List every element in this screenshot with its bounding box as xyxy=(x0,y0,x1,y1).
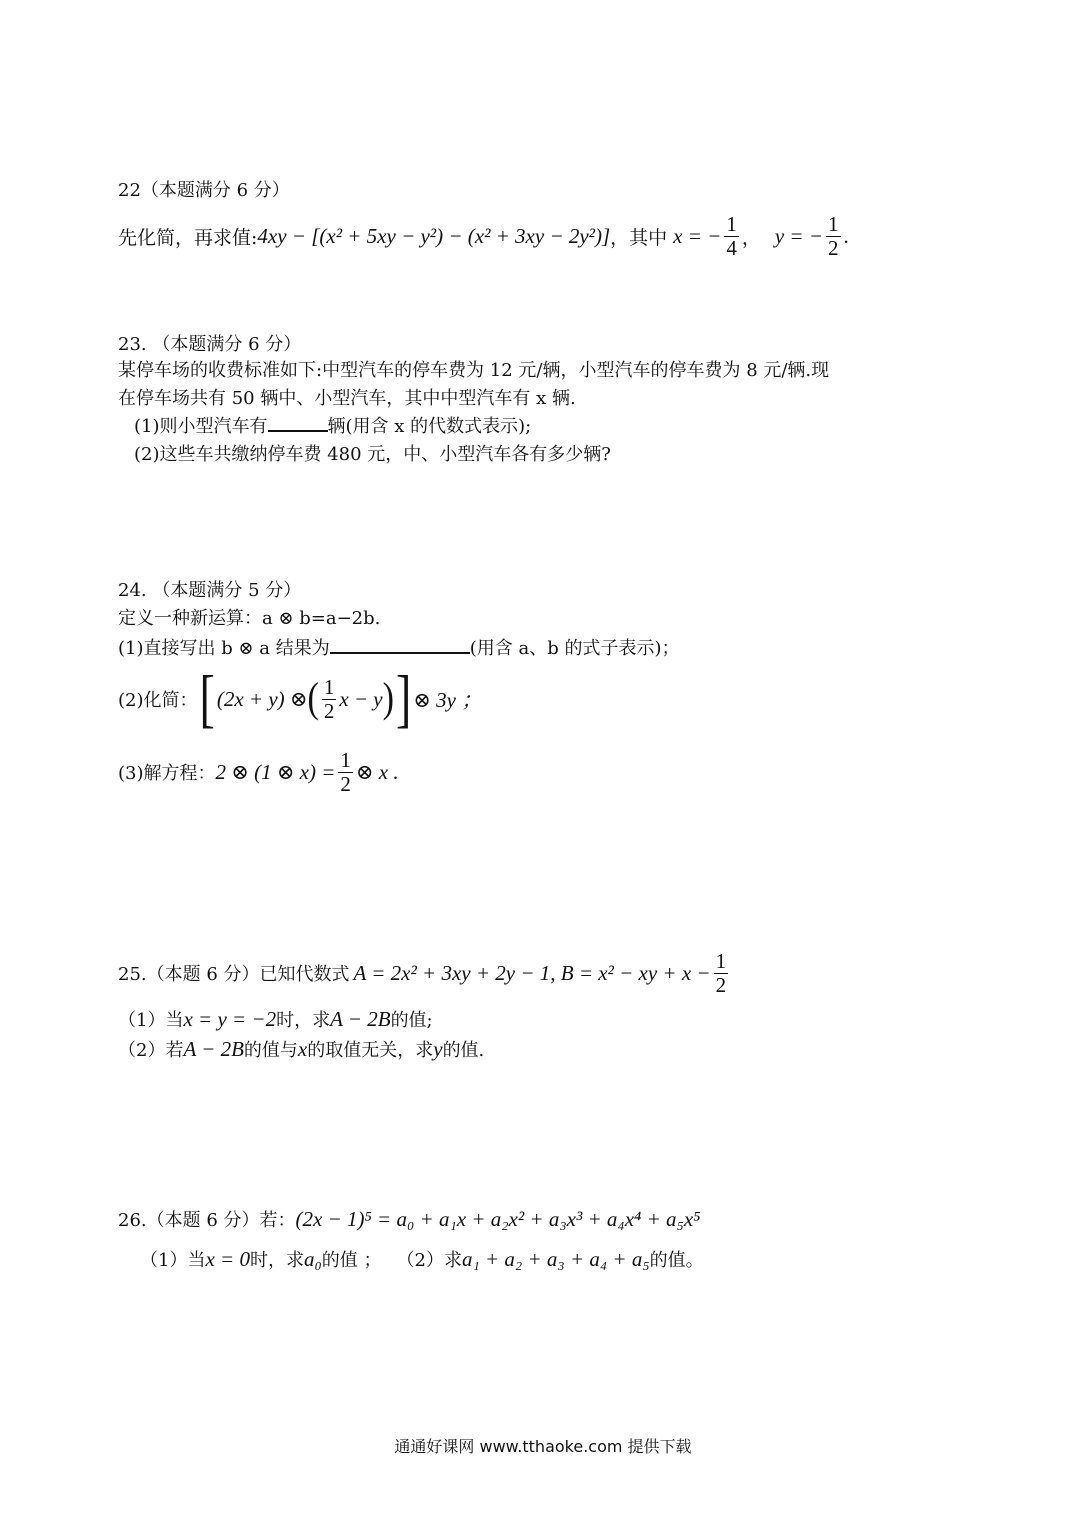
q22-y-fraction xyxy=(826,213,841,258)
q25-part1-math2: A − 2B xyxy=(330,1007,391,1031)
q26-part1-math2: a₀ xyxy=(303,1247,322,1271)
q24-definition: 定义一种新运算：a ⊗ b=a−2b. xyxy=(118,608,381,629)
q25-part1-mid: 时，求 xyxy=(276,1010,331,1031)
q24-part3-denominator: 2 xyxy=(340,771,351,796)
q26-part1-post: 的值 ； xyxy=(321,1250,382,1271)
q26-part1-mid: 时，求 xyxy=(249,1250,304,1271)
q24-part1-pre: (1)直接写出 b ⊗ a 结果为 xyxy=(118,638,330,659)
q22-y-numerator: 1 xyxy=(828,212,839,237)
q24-part3-label: (3)解方程： xyxy=(118,763,216,784)
q24-part3-fraction xyxy=(338,749,353,794)
q25-part2-mid: 的值与 xyxy=(243,1040,298,1061)
q24-left-paren: ( xyxy=(307,675,319,722)
q24-part2-denominator: 2 xyxy=(323,698,335,723)
q22-x-condition: x = − xyxy=(673,223,722,248)
q24-part1-post: (用含 a、b 的式子表示)； xyxy=(469,638,680,659)
q22-y-condition: y = − xyxy=(774,223,824,248)
q22-expression: 4xy − [(x² + 5xy − y²) − (x² + 3xy − 2y²)] xyxy=(257,223,611,248)
q24-part2-label: (2)化简： xyxy=(118,690,198,711)
q24-part2-a: (2x + y) ⊗ xyxy=(216,686,308,711)
q24-part2-c: ⊗ 3y ； xyxy=(413,688,483,712)
q23-part1 xyxy=(134,412,531,438)
q26-part2-pre: （2）求 xyxy=(405,1250,462,1271)
q24-part2-b: x − y xyxy=(339,686,383,711)
q25-problem xyxy=(118,946,731,1000)
q25-part2-x: x xyxy=(297,1037,308,1061)
q25-part1-post: 的值; xyxy=(390,1010,433,1031)
q25-part2-mid2: 的取值无关，求 xyxy=(307,1040,434,1061)
q24-part2-fraction xyxy=(322,676,337,721)
q25-part2 xyxy=(118,1036,484,1062)
q24-part2 xyxy=(118,664,482,734)
q25-expression: A = 2x² + 3xy + 2y − 1, B = x² − xy + x − xyxy=(353,960,711,985)
q26-part1-pre: （1）当 xyxy=(140,1250,206,1271)
q24-part3-a: 2 ⊗ (1 ⊗ x) = xyxy=(215,759,336,784)
q25-part2-math: A − 2B xyxy=(183,1037,244,1061)
q24-part3-b: ⊗ x . xyxy=(355,759,399,784)
q24-right-bracket: ] xyxy=(395,662,412,734)
q22-sep: ， xyxy=(741,226,761,249)
q23-line2: 在停车场共有 50 辆中、小型汽车，其中中型汽车有 x 辆. xyxy=(118,388,576,409)
q26-expression: (2x − 1)⁵ = a₀ + a₁x + a₂x² + a₃x³ + a₄x⁴ + a₅x⁵ xyxy=(295,1207,701,1231)
q22-x-denominator: 4 xyxy=(726,235,737,260)
q24-part2-numerator: 1 xyxy=(323,675,335,700)
q23-header: 23. （本题满分 6 分） xyxy=(118,334,302,355)
q26-part2-math: a₁ + a₂ + a₃ + a₄ + a₅ xyxy=(461,1247,650,1271)
q24-part3 xyxy=(118,742,399,802)
q26-parts xyxy=(140,1246,704,1272)
q22-lead: 先化简，再求值: xyxy=(118,226,258,249)
q25-part1-math: x = y = −2 xyxy=(183,1007,277,1031)
q25-denominator: 2 xyxy=(715,972,727,997)
q23-part2: (2)这些车共缴纳停车费 480 元，中、小型汽车各有多少辆? xyxy=(134,444,611,465)
footer-credit: 通通好课网 www.tthaoke.com 提供下载 xyxy=(394,1437,692,1456)
q23-part1-post: 辆(用含 x 的代数式表示); xyxy=(327,416,532,437)
q25-part1 xyxy=(118,1006,433,1032)
q25-part2-post: 的值. xyxy=(442,1040,485,1061)
q24-left-bracket: [ xyxy=(199,662,215,734)
q26-part1-math: x = 0 xyxy=(205,1247,250,1271)
q23-line1: 某停车场的收费标准如下:中型汽车的停车费为 12 元/辆，小型汽车的停车费为 8 元/辆.现 xyxy=(118,360,830,381)
q22-x-numerator: 1 xyxy=(726,212,737,237)
q25-fraction xyxy=(714,950,729,995)
q26-problem xyxy=(118,1206,700,1232)
q22-problem xyxy=(118,208,849,264)
q24-right-paren: ) xyxy=(382,675,394,722)
q25-part2-pre: （2）若 xyxy=(118,1040,184,1061)
q23-part1-pre: (1)则小型汽车有 xyxy=(134,416,268,437)
q26-part2-post: 的值。 xyxy=(649,1250,704,1271)
q25-part2-y: y xyxy=(433,1037,443,1061)
q22-y-denominator: 2 xyxy=(828,235,839,260)
q24-part1 xyxy=(118,634,679,660)
q24-answer-blank[interactable] xyxy=(330,652,470,654)
q22-mid: ，其中 xyxy=(610,226,668,249)
q25-part1-pre: （1）当 xyxy=(118,1010,184,1031)
q24-header: 24. （本题满分 5 分） xyxy=(118,580,302,601)
q22-x-fraction xyxy=(724,213,739,258)
q25-numerator: 1 xyxy=(715,949,727,974)
q22-header: 22（本题满分 6 分） xyxy=(118,180,290,201)
q26-header: 26.（本题 6 分）若： xyxy=(118,1210,296,1231)
q22-end: . xyxy=(843,223,849,248)
q25-header: 25.（本题 6 分）已知代数式 xyxy=(118,964,350,985)
q23-answer-blank[interactable] xyxy=(268,430,328,432)
q24-part3-numerator: 1 xyxy=(340,748,351,773)
